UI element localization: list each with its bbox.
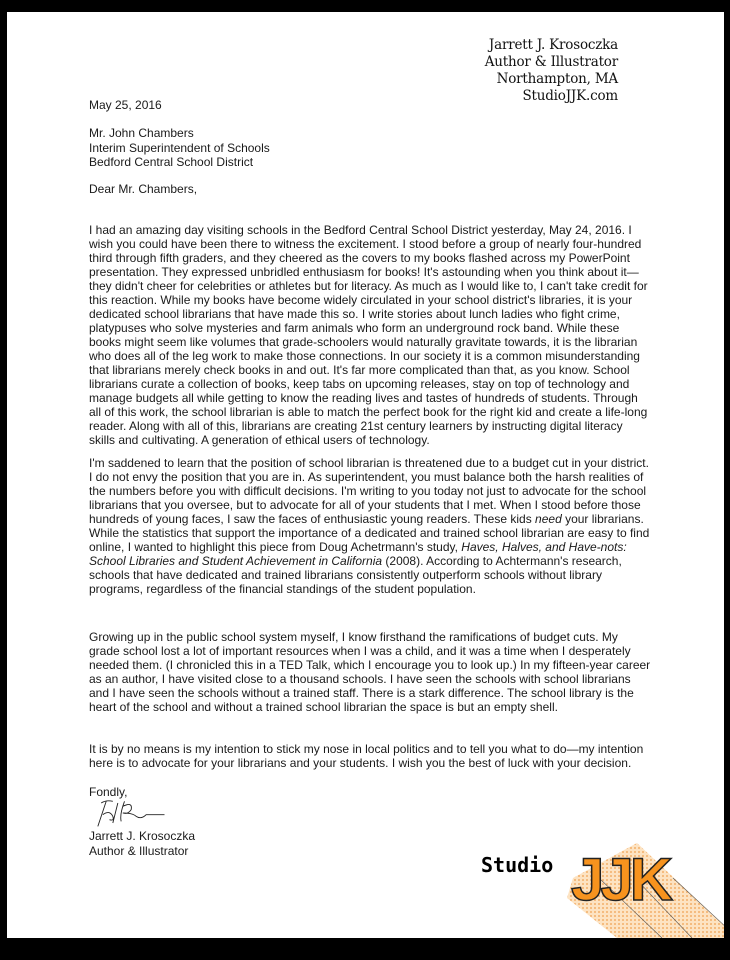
paragraph-1 [89,223,648,447]
text-line [89,321,648,335]
text-line [89,335,648,349]
text-line [89,377,648,391]
text-line [89,630,650,644]
letterhead-name: Jarrett J. Krosoczka [488,37,618,53]
text-segment: your librarians. [561,512,644,526]
italic-text: need [535,512,562,526]
salutation: Dear Mr. Chambers, [89,182,198,196]
text-segment: here is to advocate for your librarians and your students. I wish you the best of luck with your decision. [89,756,632,770]
text-segment: presentation. They expressed unbridled enthusiasm for books! It's astounding when you think about it— [89,265,639,279]
paragraph-2 [89,456,649,596]
text-segment: platypuses who solve mysteries and farm animals who form an underground rock band. While these [89,321,620,335]
text-segment: this reaction. While my books have become widely circulated in your school district's libraries, it is your [89,293,633,307]
text-segment: all of this work, the school librarian is able to match the perfect book for the right kid and create a life-long [89,405,648,419]
italic-text: Haves, Halves, and Have-nots: [461,540,627,554]
text-segment: I had an amazing day visiting schools in the Bedford Central School District yesterday, May 24, 2016. I [89,223,632,237]
text-line [89,658,650,672]
text-line [89,582,649,596]
text-segment: I do not envy the position that you are in. As superintendent, you must balance both the harsh realities of [89,470,644,484]
italic-text: School Libraries and Student Achievement in California [89,554,383,568]
text-line [89,433,648,447]
text-line [89,265,648,279]
text-line [89,686,650,700]
closing: Fondly, [89,785,128,799]
logo-jjk-text: JJK [571,846,670,913]
text-line [89,307,648,321]
text-line [89,672,650,686]
text-segment: librarians that you oversee, but to advocate for all of your students that I met. When I stood before those [89,498,641,512]
text-line [89,568,649,582]
text-segment: skills and cultivating. A generation of ethical users of technology. [89,433,430,447]
text-segment: dedicated school librarians that have made this so. I write stories about lunch ladies who fight crime, [89,307,620,321]
text-segment: I'm saddened to learn that the position of school librarian is threatened due to a budget cut in your district. [89,456,649,470]
text-line [89,223,648,237]
paragraph-4 [89,742,643,770]
text-line [89,512,649,526]
text-segment: While the statistics that support the importance of a dedicated and trained school librarian are easy to find [89,526,650,540]
text-segment: It is by no means is my intention to stick my nose in local politics and to tell you what to do—my intention [89,742,644,756]
text-line [89,456,649,470]
text-segment: books might seem like volumes that grade-schoolers would naturally gravitate towards, it is the librarian [89,335,638,349]
letterhead-title: Author & Illustrator [484,54,618,70]
text-segment: they didn't cheer for celebrities or athletes but for literacy. As much as I would like to, I can't take credit for [89,279,648,293]
text-line [89,526,649,540]
text-segment: grade school lost a lot of important resources when I was a child, and it was a time when I desperately [89,644,631,658]
letterhead-location: Northampton, MA [496,71,618,87]
text-segment: programs, regardless of the financial standings of the student population. [89,582,476,596]
signature [87,798,177,828]
text-segment: needed them. (I chronicled this in a TED Talk, which I encourage you to look up.) In my fifteen-year career [89,658,651,672]
text-segment: hundreds of young faces, I saw the faces of enthusiastic young readers. These kids [89,512,536,526]
text-segment: that librarians merely check books in and out. It's far more complicated than that, as you know. School [89,363,630,377]
recipient-title: Interim Superintendent of Schools [89,140,270,155]
text-line [89,742,643,756]
letterhead-website: StudioJJK.com [522,88,618,104]
text-line [89,540,649,554]
signer-title: Author & Illustrator [89,844,189,858]
text-segment: librarians curate a collection of books, keep tabs on upcoming releases, stay on top of technology and [89,377,630,391]
text-segment: heart of the school and without a trained school librarian the space is but an empty shell. [89,700,558,714]
text-line [89,498,649,512]
text-segment: third through fifth graders, and they cheered as the covers to my books flashed across my PowerPoint [89,251,630,265]
text-segment: who does all of the leg work to make those connections. In our society it is a common misunderstanding [89,349,640,363]
text-line [89,349,648,363]
logo-studio-text: Studio [481,853,554,877]
text-segment: reader. Along with all of this, librarians are creating 21st century learners by instructing digital literacy [89,419,623,433]
text-segment: (2008). According to Achtermann's research, [382,554,622,568]
text-line [89,293,648,307]
text-line [89,405,648,419]
letter-date: May 25, 2016 [89,98,162,112]
text-line [89,700,650,714]
text-line [89,419,648,433]
text-segment: and I have seen the schools without a trained staff. There is a stark difference. The school library is the [89,686,634,700]
text-line [89,484,649,498]
text-segment: schools that have dedicated and trained librarians consistently outperform schools without library [89,568,602,582]
text-segment: Growing up in the public school system myself, I know firsthand the ramifications of budget cuts. My [89,630,618,644]
text-line [89,279,648,293]
text-segment: the numbers before you with difficult decisions. I'm writing to you today not just to advocate for the school [89,484,647,498]
text-segment: manage budgets all while getting to know the reading lives and tastes of hundreds of students. Through [89,391,638,405]
text-line [89,363,648,377]
letterhead [485,37,618,105]
text-line [89,470,649,484]
recipient-organization: Bedford Central School District [89,155,254,169]
text-segment: online, I wanted to highlight this piece from Doug Achetrmann's study, [89,540,462,554]
text-line [89,391,648,405]
text-line [89,237,648,251]
text-segment: wish you could have been there to witness the excitement. I stood before a group of nearly four-hundred [89,237,642,251]
text-line [89,644,650,658]
paragraph-3 [89,630,650,714]
letter-page [7,12,724,938]
recipient-name: Mr. John Chambers [89,126,194,140]
text-line [89,756,643,770]
text-segment: as an author, I have visited close to a thousand schools. I have seen the schools with school librarians [89,672,631,686]
recipient-address [89,126,270,170]
text-line [89,554,649,568]
signature-block [89,829,195,859]
signer-name: Jarrett J. Krosoczka [89,829,196,843]
text-line [89,251,648,265]
studio-jjk-logo [477,838,724,938]
